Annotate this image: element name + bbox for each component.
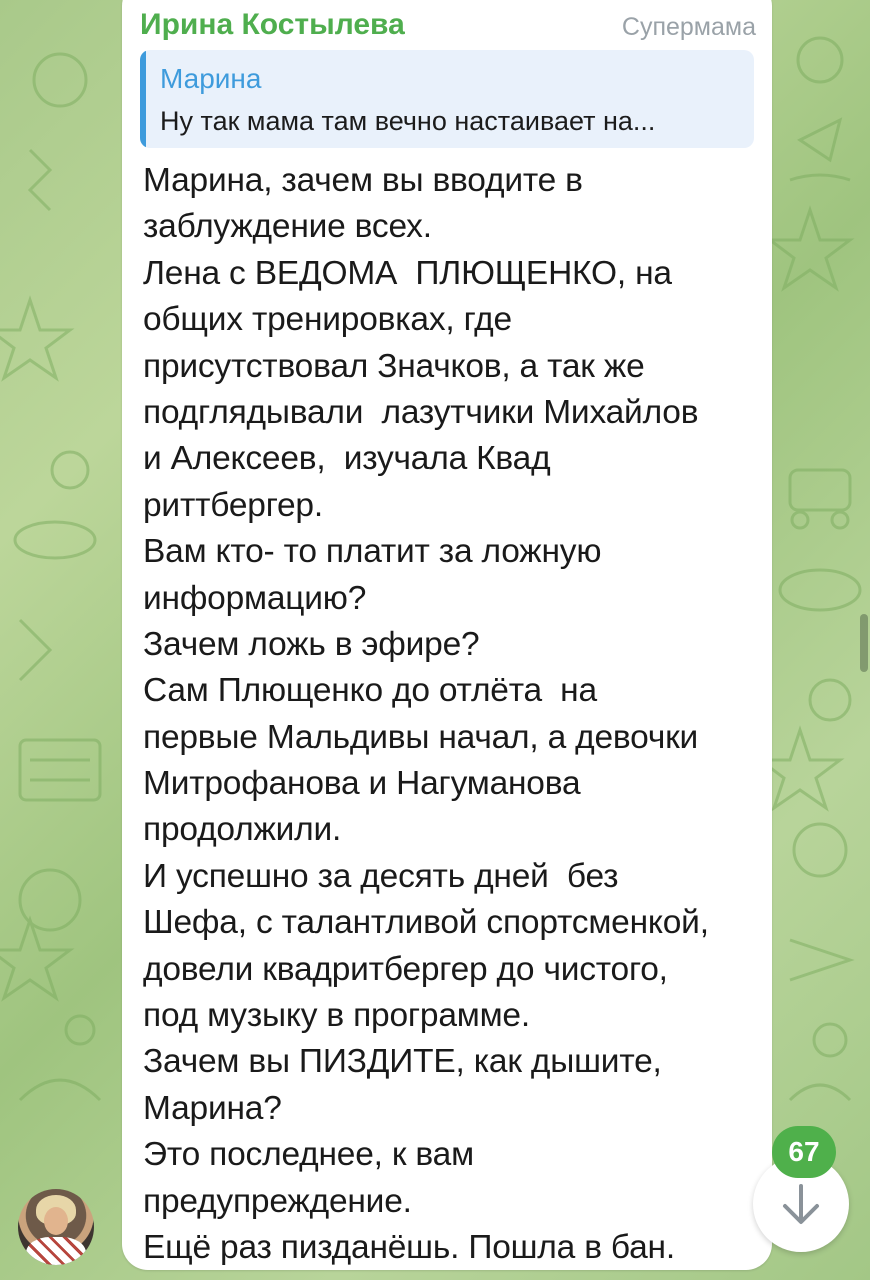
message-line: и Алексеев, изучала Квад xyxy=(143,440,551,478)
message-line: предупреждение. xyxy=(143,1182,412,1220)
message-line: И успешно за десять дней без xyxy=(143,857,619,895)
message-line: Марина? xyxy=(143,1089,282,1127)
message-line: продолжили. xyxy=(143,811,342,849)
message-line: Это последнее, к вам xyxy=(143,1136,474,1174)
reply-accent-bar xyxy=(140,50,146,148)
message-line: Митрофанова и Нагуманова xyxy=(143,765,581,803)
message-line: под музыку в программе. xyxy=(143,997,530,1035)
sender-name[interactable]: Ирина Костылева xyxy=(140,8,405,41)
reply-quote[interactable] xyxy=(140,50,754,148)
reply-text: Ну так мама там вечно настаивает на... xyxy=(160,106,656,136)
message-line: Вам кто- то платит за ложную xyxy=(143,533,602,571)
message-line: риттбергер. xyxy=(143,486,323,524)
scrollbar-thumb[interactable] xyxy=(860,614,868,672)
reply-author: Марина xyxy=(160,63,262,94)
message-line: информацию? xyxy=(143,579,367,617)
message-line: довели квадритбергер до чистого, xyxy=(143,950,668,988)
message-text xyxy=(143,158,763,1271)
message-line: Лена с ВЕДОМА ПЛЮЩЕНКО, на xyxy=(143,254,672,292)
message-line: присутствовал Значков, а так же xyxy=(143,347,645,385)
avatar-shirt xyxy=(26,1237,86,1265)
message-line: Ещё раз пизданёшь. Пошла в бан. xyxy=(143,1228,675,1266)
message-line: заблуждение всех. xyxy=(143,208,432,246)
message-line: первые Мальдивы начал, а девочки xyxy=(143,718,699,756)
message-line: Зачем вы ПИЗДИТЕ, как дышите, xyxy=(143,1043,662,1081)
avatar-face xyxy=(44,1207,68,1235)
message-line: Зачем ложь в эфире? xyxy=(143,625,480,663)
message-line: Сам Плющенко до отлёта на xyxy=(143,672,597,710)
unread-count-badge: 67 xyxy=(772,1126,836,1178)
sender-rank-badge: Супермама xyxy=(621,13,756,41)
message-line: подглядывали лазутчики Михайлов xyxy=(143,393,699,431)
message-line: Шефа, с талантливой спортсменкой, xyxy=(143,904,709,942)
message-line: Марина, зачем вы вводите в xyxy=(143,162,583,199)
sender-avatar[interactable] xyxy=(18,1189,94,1265)
message-header xyxy=(140,6,756,46)
arrow-down-icon xyxy=(781,1182,821,1226)
message-line: общих тренировках, где xyxy=(143,301,512,339)
